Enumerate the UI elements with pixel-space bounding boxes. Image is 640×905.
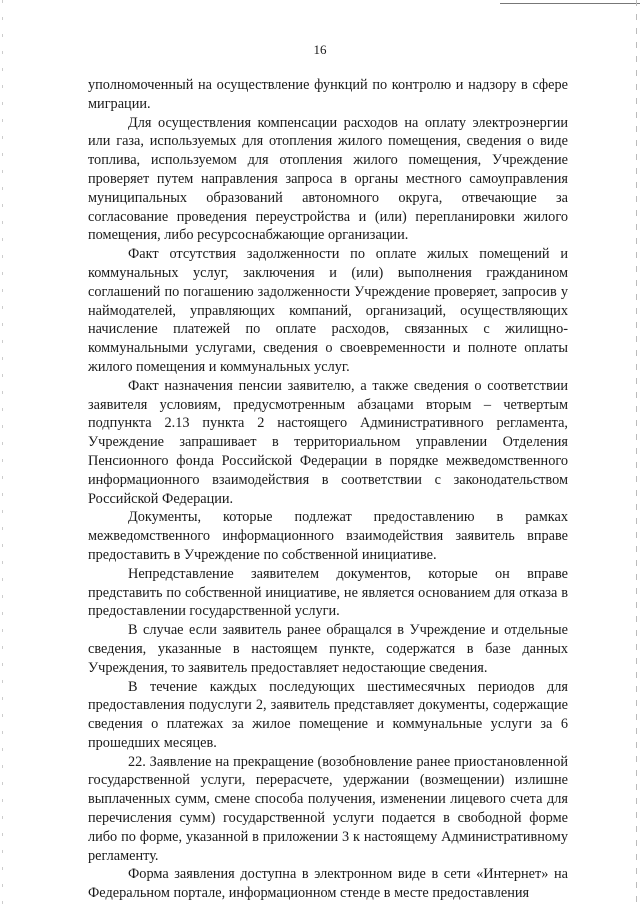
paragraph-debt-verification: Факт отсутствия задолженности по оплате жилых помещений и коммунальных услуг, заключения и (или) выполнения гражданином соглашений по погашению задолженности Учреждение проверяет, запросив у наймодателей, управляющих компаний, организаций, осуществляющих начисление платежей по оплате расходов, связанных с жилищно-коммунальными услугами, сведения о своевременности и полноте оплаты жилого помещения и коммунальных услуг. bbox=[88, 246, 568, 375]
document-body bbox=[88, 76, 568, 903]
scan-top-rule bbox=[500, 3, 640, 4]
scan-right-edge bbox=[636, 0, 637, 905]
paragraph-continuation: уполномоченный на осуществление функций по контролю и надзору в сфере миграции. bbox=[88, 77, 568, 112]
page-number: 16 bbox=[313, 42, 327, 57]
paragraph-form-availability: Форма заявления доступна в электронном виде в сети «Интернет» на Федеральном портале, информационном стенде в месте предоставления bbox=[88, 866, 568, 902]
paragraph-six-month-periods: В течение каждых последующих шестимесячных периодов для предоставления подуслуги 2, заявитель представляет документы, содержащие сведения о платежах за жилое помещение и коммунальные услуги за 6 прошедших месяцев. bbox=[88, 678, 568, 751]
paragraph-own-initiative: Документы, которые подлежат предоставлению в рамках межведомственного информационного взаимодействия заявитель вправе предоставить в Учреждение по собственной инициативе. bbox=[88, 509, 568, 563]
scan-left-edge bbox=[2, 0, 3, 905]
paragraph-pension-request: Факт назначения пенсии заявителю, а также сведения о соответствии заявителя условиям, предусмотренным абзацами вторым – четвертым подпункта 2.13 пункта 2 настоящего Административного регламента, Учреждение запрашивает в территориальном управлении Отделения Пенсионного фонда Российской Федерации в порядке межведомственного информационного взаимодействия в соответствии с законодательством Российской Федерации. bbox=[88, 377, 568, 507]
paragraph-non-submission: Непредставление заявителем документов, которые он вправе представить по собственной инициативе, не является основанием для отказа в предоставлении государственной услуги. bbox=[88, 565, 568, 620]
paragraph-previous-application: В случае если заявитель ранее обращался в Учреждение и отдельные сведения, указанные в настоящем пункте, содержатся в базе данных Учреждения, то заявитель предоставляет недостающие сведения. bbox=[88, 622, 568, 676]
paragraph-fuel-verification: Для осуществления компенсации расходов на оплату электроэнергии или газа, используемых для отопления жилого помещения, сведения о виде топлива, используемом для отопления жилого помещения, Учреждение проверяет путем направления запроса в органы местного самоуправления муниципальных образований автономного округа, отвечающие за согласование проведения переустройства и (или) перепланировки жилого помещения, либо ресурсоснабжающие организации. bbox=[88, 114, 568, 244]
paragraph-item-22: 22. Заявление на прекращение (возобновление ранее приостановленной государственной услуги, перерасчете, удержании (возмещении) излишне выплаченных сумм, смене способа получения, изменении лицевого счета для перечисления сумм) государственной услуги подается в свободной форме либо по форме, указанной в приложении 3 к настоящему Административному регламенту. bbox=[88, 753, 568, 864]
